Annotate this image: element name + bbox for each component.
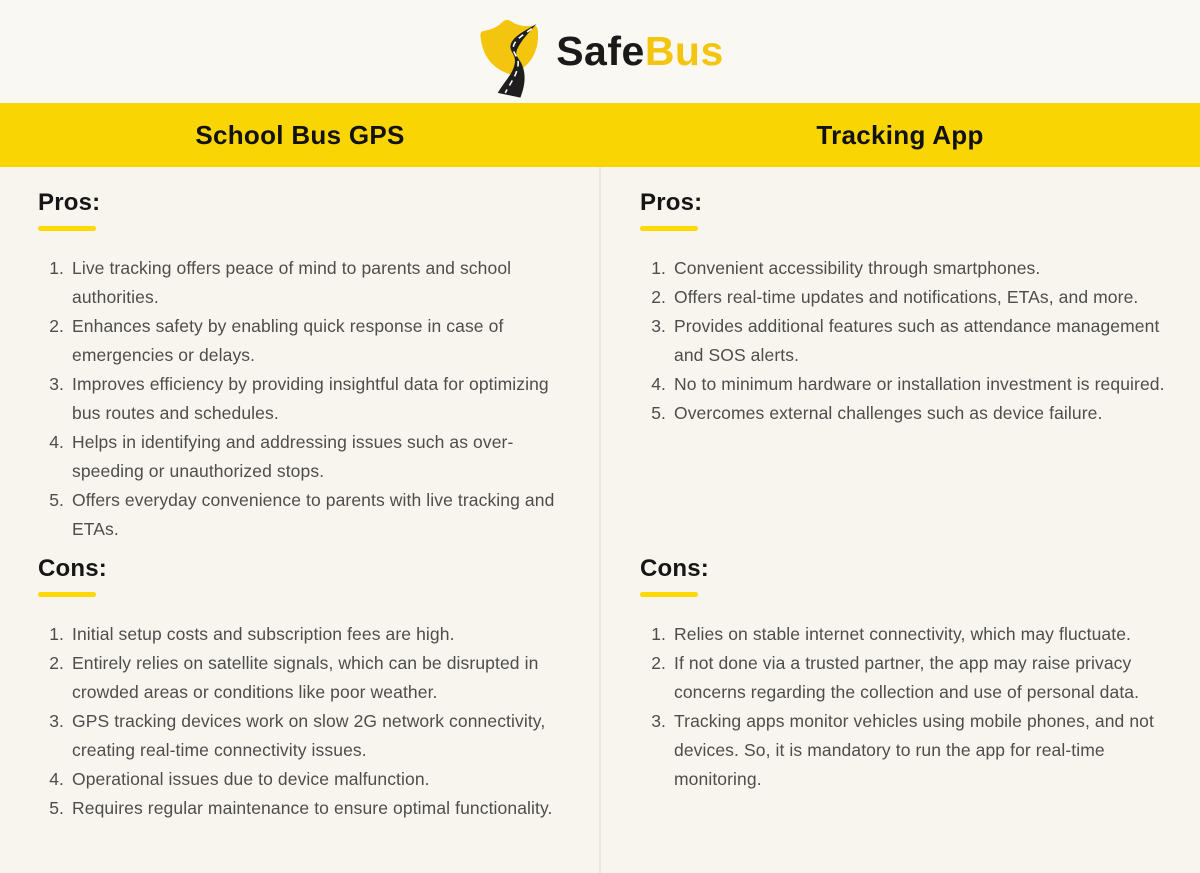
list-item: Enhances safety by enabling quick response in case of emergencies or delays.	[72, 316, 504, 365]
gps-pros-underline	[38, 226, 96, 231]
column-tracking-app	[600, 167, 1200, 873]
brand-wordmark	[556, 28, 724, 74]
list-item: Live tracking offers peace of mind to parents and school authorities.	[72, 258, 512, 307]
list-item: Entirely relies on satellite signals, which can be disrupted in crowded areas or conditions like poor weather.	[72, 653, 539, 702]
app-pros-list	[640, 254, 1172, 428]
gps-cons-underline	[38, 592, 96, 597]
list-item: Requires regular maintenance to ensure optimal functionality.	[72, 798, 553, 818]
app-cons-underline	[640, 592, 698, 597]
gps-cons-list	[38, 620, 560, 823]
gps-pros-list	[38, 254, 560, 544]
list-item: Overcomes external challenges such as device failure.	[674, 403, 1103, 423]
app-cons-section	[640, 554, 1172, 794]
brand-word-safe: Safe	[556, 28, 645, 74]
header	[0, 0, 1200, 103]
list-item: No to minimum hardware or installation investment is required.	[674, 374, 1165, 394]
column-title-school-bus-gps: School Bus GPS	[195, 119, 405, 150]
safebus-logo	[476, 6, 724, 98]
app-pros-section	[640, 188, 1172, 554]
list-item: Helps in identifying and addressing issues such as over-speeding or unauthorized stops.	[72, 432, 514, 481]
gps-pros-heading: Pros:	[38, 189, 101, 216]
app-pros-heading: Pros:	[640, 189, 703, 216]
comparison-title-band	[0, 103, 1200, 167]
app-cons-heading: Cons:	[640, 555, 709, 582]
gps-cons-section	[38, 554, 560, 823]
app-cons-list	[640, 620, 1172, 794]
comparison-content	[0, 167, 1200, 873]
list-item: Convenient accessibility through smartphones.	[674, 258, 1041, 278]
shield-road-icon	[476, 16, 544, 98]
app-pros-underline	[640, 226, 698, 231]
list-item: Improves efficiency by providing insightful data for optimizing bus routes and schedules.	[72, 374, 549, 423]
list-item: If not done via a trusted partner, the app may raise privacy concerns regarding the collection and use of personal data.	[674, 653, 1140, 702]
column-title-tracking-app: Tracking App	[816, 119, 984, 150]
list-item: Initial setup costs and subscription fees are high.	[72, 624, 455, 644]
column-divider	[599, 167, 601, 873]
list-item: Tracking apps monitor vehicles using mobile phones, and not devices. So, it is mandatory to run the app for real-time monitoring.	[674, 711, 1154, 789]
list-item: Offers everyday convenience to parents with live tracking and ETAs.	[72, 490, 555, 539]
column-school-bus-gps	[0, 167, 600, 873]
gps-cons-heading: Cons:	[38, 555, 107, 582]
list-item: GPS tracking devices work on slow 2G network connectivity, creating real-time connectivity issues.	[72, 711, 546, 760]
brand-word-bus: Bus	[644, 28, 724, 74]
list-item: Provides additional features such as attendance management and SOS alerts.	[674, 316, 1160, 365]
gps-pros-section	[38, 188, 560, 554]
list-item: Offers real-time updates and notifications, ETAs, and more.	[674, 287, 1139, 307]
list-item: Relies on stable internet connectivity, which may fluctuate.	[674, 624, 1132, 644]
list-item: Operational issues due to device malfunction.	[72, 769, 430, 789]
